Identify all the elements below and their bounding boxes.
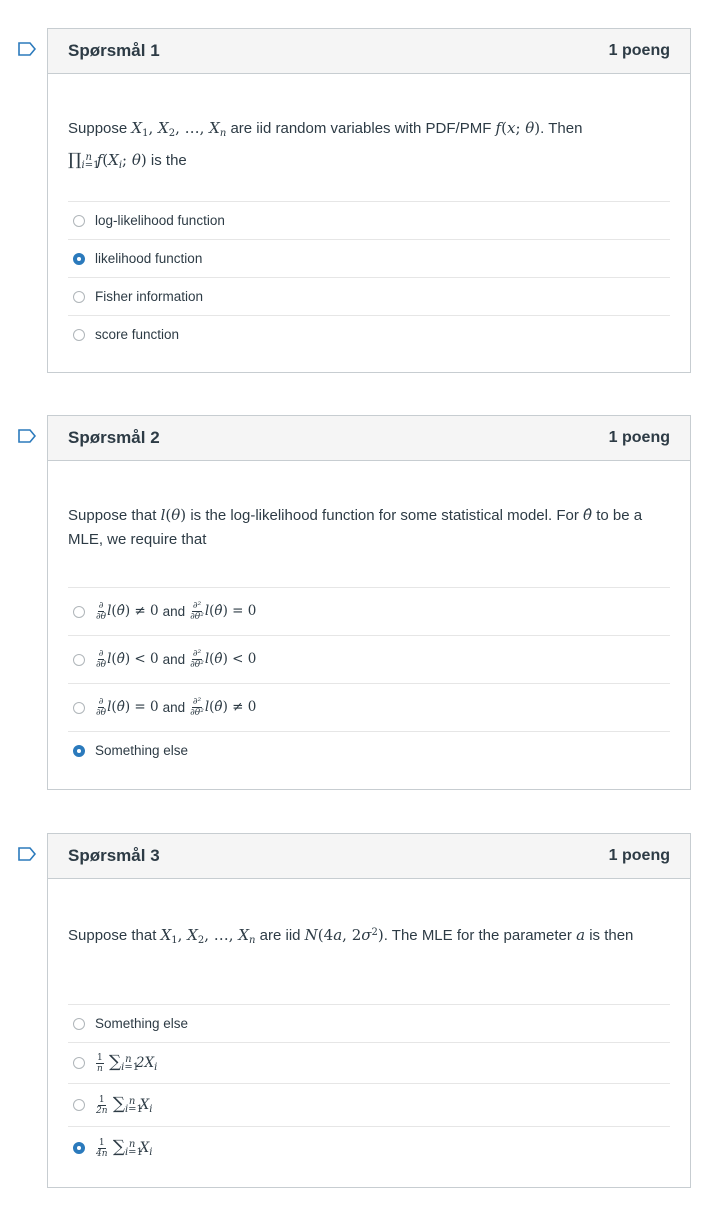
question-1-text: Suppose $X_1$, $X_2$, …, $X_n$ are iid random variables with PDF/PMF f(x; θ). Then $\prod_{i=1}^n$ $f(X_i$; θ) is the [68,119,583,171]
question-3-options [68,1004,670,1169]
question-2-header [48,416,690,461]
question-2-card [47,415,691,790]
question-1-points: 1 poeng [608,42,670,59]
question-1-option-3[interactable] [68,278,670,316]
radio-button-selected-icon[interactable] [73,253,85,265]
question-2-option-1[interactable] [68,588,670,636]
option-formula: $\frac{\partial}{\partial\theta}$ l(θ̂) ≠ 0 [96,601,159,622]
question-2-points: 1 poeng [608,429,670,446]
radio-button-icon[interactable] [73,702,85,714]
flag-question-2-icon[interactable] [18,429,36,443]
radio-button-icon[interactable] [73,1018,85,1030]
option-formula: $\frac{\text{∂²}}{\text{∂θ²}}$ l(θ̂) = 0 [190,601,257,622]
question-3-option-3[interactable] [68,1084,670,1127]
option-label: Fisher information [95,289,204,304]
option-formula: $\frac{1}{n}$ $\sum_{i=1}^n$ $2X_i$ [96,1052,158,1074]
question-3-header [48,834,690,879]
question-1-option-2[interactable] [68,240,670,278]
option-formula: $\frac{1}{2n}$ $\sum_{i=1}^n$ $X_i$ [96,1094,153,1116]
flag-question-1-icon[interactable] [18,42,36,56]
question-2-option-4[interactable] [68,732,670,769]
option-label: score function [95,327,180,342]
flag-question-3-icon[interactable] [18,847,36,861]
option-connector: and [162,604,186,619]
radio-button-selected-icon[interactable] [73,1142,85,1154]
question-3-option-4[interactable] [68,1127,670,1169]
radio-button-icon[interactable] [73,329,85,341]
question-3-points: 1 poeng [608,847,670,864]
question-1-option-4[interactable] [68,316,670,353]
radio-button-selected-icon[interactable] [73,745,85,757]
question-2-text: Suppose that l(θ) is the log-likelihood function for some statistical model. For θ̂ to be a MLE, we require that [68,506,643,548]
question-1-title: Spørsmål 1 [68,41,160,60]
radio-button-icon[interactable] [73,1057,85,1069]
question-2-option-2[interactable] [68,636,670,684]
option-formula: $\frac{\text{∂²}}{\text{∂θ²}}$ l(θ̂) ≠ 0 [190,697,257,718]
option-label: likelihood function [95,251,203,266]
radio-button-icon[interactable] [73,215,85,227]
question-3-title: Spørsmål 3 [68,846,160,865]
question-1-option-1[interactable] [68,202,670,240]
option-connector: and [162,652,186,667]
option-connector: and [162,700,186,715]
question-1-header [48,29,690,74]
radio-button-icon[interactable] [73,606,85,618]
option-label: log-likelihood function [95,213,225,228]
question-2-title: Spørsmål 2 [68,428,160,447]
option-formula: $\frac{\partial}{\partial\theta}$ l(θ̂) < 0 [96,649,159,670]
question-3-option-2[interactable] [68,1043,670,1084]
option-formula: $\frac{\text{∂²}}{\text{∂θ²}}$ l(θ̂) < 0 [190,649,257,670]
question-2-option-3[interactable] [68,684,670,732]
option-formula: $\frac{1}{4n}$ $\sum_{i=1}^n$ $X_i$ [96,1137,153,1159]
question-1-card [47,28,691,373]
radio-button-icon[interactable] [73,291,85,303]
option-formula: $\frac{\partial}{\partial\theta}$ l(θ̂) = 0 [96,697,159,718]
radio-button-icon[interactable] [73,654,85,666]
option-label: Something else [95,743,189,758]
question-2-options [68,587,670,769]
question-3-text: Suppose that $X_1$, $X_2$, …, $X_n$ are iid N(4a, $2\sigma^2$). The MLE for the parameter a is then [68,926,634,946]
question-1-options [68,201,670,353]
option-label: Something else [95,1016,189,1031]
question-3-card [47,833,691,1188]
question-3-option-1[interactable] [68,1005,670,1043]
radio-button-icon[interactable] [73,1099,85,1111]
